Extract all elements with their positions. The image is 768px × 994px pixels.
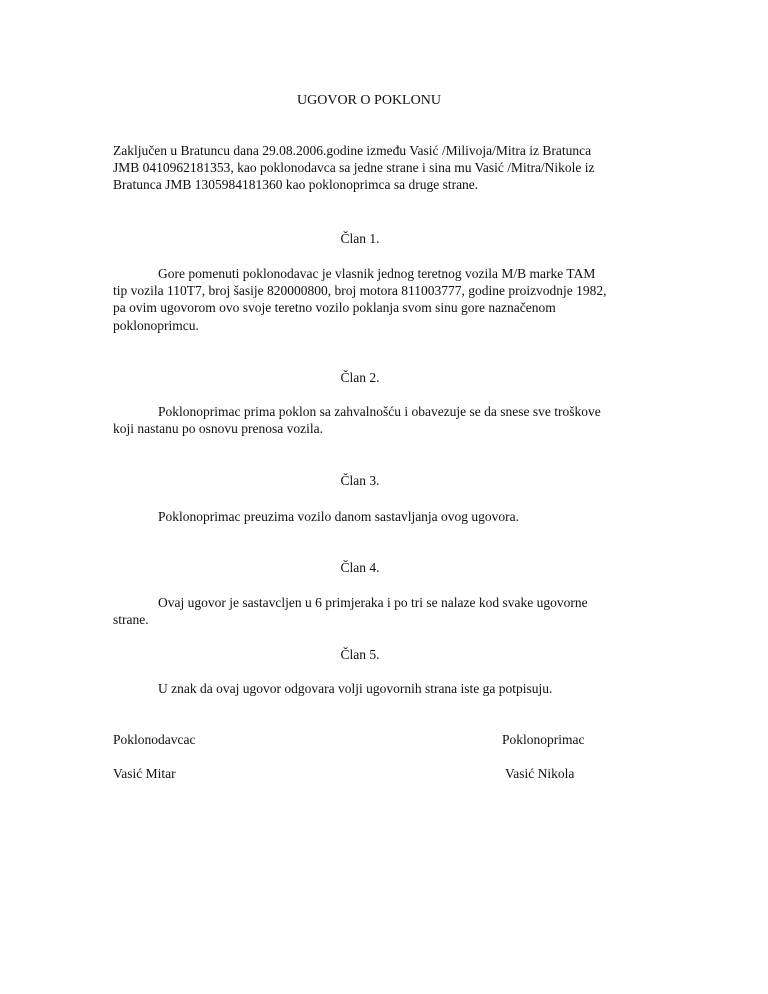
recipient-role-label: Poklonoprimac [502, 732, 585, 747]
article-line: strane. [113, 612, 149, 628]
article-line: U znak da ovaj ugovor odgovara volji ugovornih strana iste ga potpisuju. [158, 681, 553, 696]
article-line: Poklonoprimac prima poklon sa zahvalnošću i obavezuje se da snese sve troškove [158, 404, 601, 419]
recipient-name: Vasić Nikola [505, 766, 575, 781]
donor-role-label: Poklonodavcac [113, 732, 196, 747]
article-line: poklonoprimcu. [113, 317, 199, 333]
intro-paragraph [113, 142, 658, 194]
article-5-body [113, 680, 658, 697]
article-line: Poklonoprimac preuzima vozilo danom sastavljanja ovog ugovora. [158, 509, 520, 524]
article-4-heading: Član 4. [340, 560, 380, 575]
intro-line: JMB 0410962181353, kao poklonodavca sa jedne strane i sina mu Vasić /Mitra/Nikole iz [113, 160, 595, 176]
article-4-body [113, 594, 658, 628]
article-2-heading: Član 2. [340, 370, 380, 385]
article-line: koji nastanu po osnovu prenosa vozila. [113, 421, 323, 437]
article-line: pa ovim ugovorom ovo svoje teretno vozilo poklanja svom sinu gore naznačenom [113, 300, 556, 316]
article-1-body [113, 265, 658, 334]
article-3-heading: Član 3. [340, 473, 380, 488]
article-line: tip vozila 110T7, broj šasije 820000800, broj motora 811003777, godine proizvodnje 1982, [113, 283, 607, 299]
article-5-heading: Član 5. [340, 647, 380, 662]
article-1-heading: Član 1. [340, 231, 380, 246]
document-title: UGOVOR O POKLONU [297, 93, 441, 108]
article-line: Gore pomenuti poklonodavac je vlasnik jednog teretnog vozila M/B marke TAM [158, 266, 596, 281]
article-3-body [113, 508, 658, 525]
article-line: Ovaj ugovor je sastavcljen u 6 primjeraka i po tri se nalaze kod svake ugovorne [158, 595, 588, 610]
intro-line: Zaključen u Bratuncu dana 29.08.2006.godine između Vasić /Milivoja/Mitra iz Bratunca [113, 143, 592, 158]
intro-line: Bratunca JMB 1305984181360 kao poklonoprimca sa druge strane. [113, 177, 479, 193]
donor-name: Vasić Mitar [113, 766, 176, 781]
article-2-body [113, 403, 658, 437]
